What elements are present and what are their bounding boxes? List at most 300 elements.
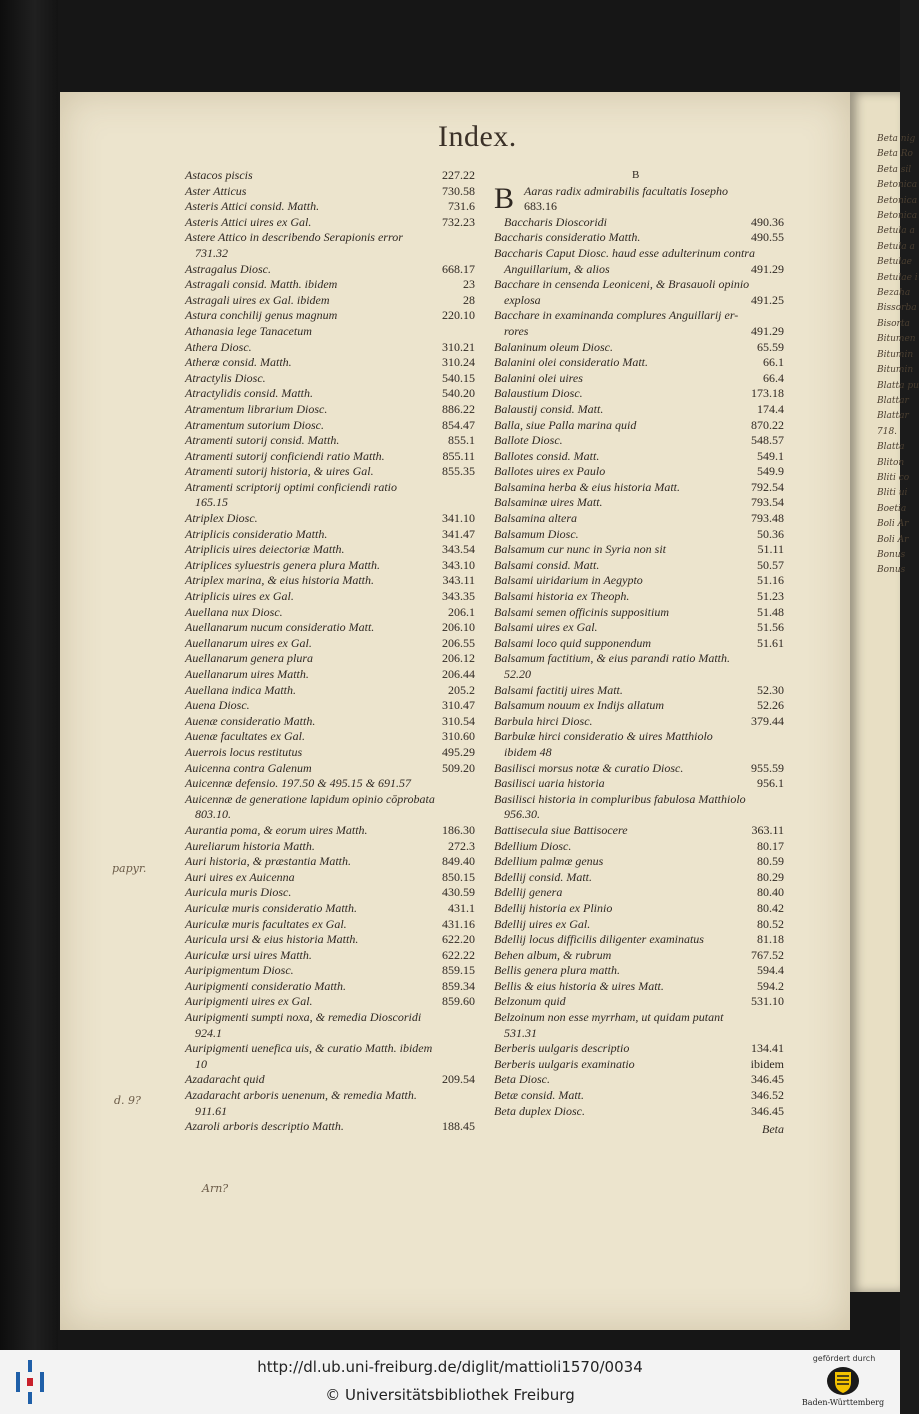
entry-text: Bdellium Diosc. bbox=[494, 838, 572, 853]
entry-text: Auellana indica Matth. bbox=[185, 682, 296, 697]
index-entry bbox=[185, 651, 475, 667]
entry-text: Bdellij genera bbox=[494, 885, 563, 900]
entry-page-ref: 956.1 bbox=[757, 776, 784, 791]
entry-page-ref: 173.18 bbox=[751, 386, 784, 401]
entry-page-ref: 80.42 bbox=[757, 900, 784, 915]
entry-text: Betæ consid. Matt. bbox=[494, 1088, 584, 1103]
index-entry bbox=[185, 839, 475, 855]
entry-page-ref: 431.16 bbox=[442, 916, 475, 931]
next-page-line: Blattar bbox=[877, 395, 909, 406]
entry-page-ref: 50.57 bbox=[757, 557, 784, 572]
index-entry bbox=[185, 511, 475, 527]
entry-text: Auicennæ defensio. 197.50 & 495.15 & 691.57 bbox=[185, 776, 411, 791]
entry-page-ref: 80.17 bbox=[757, 838, 784, 853]
entry-page-ref: 80.52 bbox=[757, 916, 784, 931]
entry-page-ref: 206.1 bbox=[448, 604, 475, 619]
index-entry bbox=[494, 1010, 784, 1026]
entry-page-ref: 870.22 bbox=[751, 417, 784, 432]
entry-text: Balla, siue Palla marina quid bbox=[494, 417, 637, 432]
entry-page-ref: 341.47 bbox=[442, 526, 475, 541]
entry-text: Balsami historia ex Theoph. bbox=[494, 589, 630, 604]
entry-page-ref: 886.22 bbox=[442, 401, 475, 416]
index-entry bbox=[185, 1026, 475, 1042]
entry-text: Baccharis Caput Diosc. haud esse adulterinum contra bbox=[494, 245, 755, 260]
entry-text: Astragali uires ex Gal. ibidem bbox=[185, 292, 330, 307]
entry-text: Atriplicis uires ex Gal. bbox=[185, 589, 294, 604]
entry-text: Balsami consid. Matt. bbox=[494, 557, 600, 572]
entry-text: Baccharis Dioscoridi bbox=[504, 214, 607, 229]
entry-text: Ballotes consid. Matt. bbox=[494, 448, 600, 463]
entry-page-ref: 341.10 bbox=[442, 511, 475, 526]
entry-text: Battisecula siue Battisocere bbox=[494, 822, 628, 837]
index-column-left bbox=[185, 168, 475, 1135]
entry-text: Berberis uulgaris descriptio bbox=[494, 1041, 630, 1056]
entry-page-ref: 792.54 bbox=[751, 479, 784, 494]
next-page-line: Bonus bbox=[877, 549, 906, 560]
index-entry bbox=[185, 402, 475, 418]
entry-text: Berberis uulgaris examinatio bbox=[494, 1056, 635, 1071]
entry-page-ref: 310.54 bbox=[442, 713, 475, 728]
entry-text: Athera Diosc. bbox=[185, 339, 252, 354]
entry-page-ref: 849.40 bbox=[442, 854, 475, 869]
index-entry bbox=[494, 277, 784, 293]
index-entry bbox=[185, 542, 475, 558]
entry-text: Bellis genera plura matth. bbox=[494, 963, 620, 978]
entry-text: 924.1 bbox=[195, 1025, 222, 1040]
index-entry bbox=[494, 823, 784, 839]
entry-text: Ballotes uires ex Paulo bbox=[494, 464, 606, 479]
entry-text: Atheræ consid. Matth. bbox=[185, 355, 292, 370]
entry-page-ref: 310.24 bbox=[442, 355, 475, 370]
index-entry bbox=[494, 262, 784, 278]
index-entry bbox=[185, 308, 475, 324]
index-entry bbox=[494, 215, 784, 231]
entry-text: Aaras radix admirabilis facultatis Iosepho bbox=[524, 183, 728, 198]
index-entry bbox=[185, 1088, 475, 1104]
index-entry bbox=[494, 386, 784, 402]
index-entry bbox=[185, 371, 475, 387]
entry-page-ref: 854.47 bbox=[442, 417, 475, 432]
entry-text: Bacchare in examinanda complures Anguillarij er- bbox=[494, 308, 739, 323]
entry-text: Atramentum sutorium Diosc. bbox=[185, 417, 324, 432]
entry-text: Beta Diosc. bbox=[494, 1072, 550, 1087]
entry-text: Auellanarum genera plura bbox=[185, 651, 313, 666]
entry-page-ref: 622.20 bbox=[442, 932, 475, 947]
index-page bbox=[60, 92, 850, 1330]
entry-text: Atramentum librarium Diosc. bbox=[185, 401, 328, 416]
entry-text: Auriculæ muris consideratio Matth. bbox=[185, 900, 357, 915]
next-page-line: Blatta pu bbox=[877, 380, 919, 391]
index-entry bbox=[494, 230, 784, 246]
index-entry bbox=[185, 823, 475, 839]
next-page-line: Beta sil bbox=[877, 164, 912, 175]
index-entry bbox=[185, 683, 475, 699]
entry-text: Balsami uiridarium in Aegypto bbox=[494, 573, 643, 588]
index-entry bbox=[185, 1119, 475, 1135]
entry-page-ref: 227.22 bbox=[442, 168, 475, 182]
right-rows bbox=[494, 215, 784, 1119]
index-entry bbox=[494, 917, 784, 933]
index-entry bbox=[185, 246, 475, 262]
sponsor-label: gefördert durch bbox=[812, 1354, 876, 1363]
entry-text: Auricula muris Diosc. bbox=[185, 885, 292, 900]
index-entry bbox=[185, 324, 475, 340]
next-page-line: Bliti ui bbox=[877, 488, 908, 499]
next-page-line: Blatta bbox=[877, 442, 905, 453]
section-letter: B bbox=[632, 169, 640, 181]
entry-page-ref: 66.1 bbox=[763, 355, 784, 370]
entry-text: Astacos piscis bbox=[185, 168, 253, 182]
next-page-line: Boli Ar bbox=[877, 519, 909, 530]
index-entry bbox=[185, 589, 475, 605]
index-entry bbox=[494, 480, 784, 496]
index-entry bbox=[185, 355, 475, 371]
entry-text: Balsamina herba & eius historia Matt. bbox=[494, 479, 680, 494]
entry-text: Auricula ursi & eius historia Matth. bbox=[185, 932, 359, 947]
entry-page-ref: 343.11 bbox=[442, 573, 475, 588]
entry-text: Auena Diosc. bbox=[185, 698, 250, 713]
index-entry bbox=[185, 495, 475, 511]
entry-text: Atractylidis consid. Matth. bbox=[185, 386, 313, 401]
index-entry bbox=[494, 651, 784, 667]
index-entry bbox=[494, 605, 784, 621]
entry-text: Athanasia lege Tanacetum bbox=[185, 323, 312, 338]
entry-text: Azaroli arboris descriptio Matth. bbox=[185, 1119, 344, 1134]
entry-text: Aster Atticus bbox=[185, 183, 247, 198]
next-page-line: Betulae bbox=[877, 257, 912, 268]
entry-text: ibidem 48 bbox=[504, 744, 552, 759]
entry-page-ref: 52.30 bbox=[757, 682, 784, 697]
index-entry bbox=[494, 558, 784, 574]
entry-text: Balsamum nouum ex Indijs allatum bbox=[494, 698, 664, 713]
index-entry bbox=[185, 620, 475, 636]
index-entry bbox=[185, 573, 475, 589]
entry-text: Atramenti sutorij consid. Matth. bbox=[185, 433, 340, 448]
entry-page-ref: 174.4 bbox=[757, 401, 784, 416]
index-entry bbox=[494, 371, 784, 387]
entry-text: Balsamum cur nunc in Syria non sit bbox=[494, 542, 666, 557]
index-entry bbox=[494, 464, 784, 480]
index-entry bbox=[494, 714, 784, 730]
index-entry bbox=[494, 729, 784, 745]
entry-page-ref: 531.10 bbox=[751, 994, 784, 1009]
index-entry bbox=[494, 433, 784, 449]
entry-text: Auripigmenti sumpti noxa, & remedia Dioscoridi bbox=[185, 1010, 422, 1025]
index-entry bbox=[494, 1057, 784, 1073]
next-page-line: Bezaha bbox=[877, 288, 911, 299]
index-entry bbox=[185, 901, 475, 917]
entry-text: Asteris Attici uires ex Gal. bbox=[185, 214, 312, 229]
entry-text: Asteris Attici consid. Matth. bbox=[185, 199, 320, 214]
entry-page-ref: 209.54 bbox=[442, 1072, 475, 1087]
index-entry bbox=[494, 1104, 784, 1120]
entry-page-ref: 859.34 bbox=[442, 978, 475, 993]
next-page-line: Beta nig bbox=[877, 134, 916, 144]
entry-page-ref: 540.15 bbox=[442, 370, 475, 385]
entry-page-ref: 955.59 bbox=[751, 760, 784, 775]
index-entry bbox=[185, 948, 475, 964]
next-page-line: Betula a bbox=[877, 241, 915, 252]
index-entry bbox=[494, 418, 784, 434]
entry-page-ref: 859.15 bbox=[442, 963, 475, 978]
entry-page-ref: 28 bbox=[463, 292, 475, 307]
entry-text: Bdellij uires ex Gal. bbox=[494, 916, 591, 931]
index-entry bbox=[185, 714, 475, 730]
index-entry bbox=[494, 340, 784, 356]
entry-text: Auri uires ex Auicenna bbox=[185, 869, 295, 884]
next-page-line: Bitumen bbox=[877, 334, 916, 345]
entry-text: Astragali consid. Matth. ibidem bbox=[185, 277, 338, 292]
entry-text: Atramenti sutorij conficiendi ratio Matth. bbox=[185, 448, 385, 463]
entry-page-ref: 65.59 bbox=[757, 339, 784, 354]
entry-text: Balsamina altera bbox=[494, 511, 577, 526]
index-entry bbox=[185, 1072, 475, 1088]
entry-page-ref: 549.1 bbox=[757, 448, 784, 463]
next-page-line: Beta Ro bbox=[877, 149, 913, 160]
index-entry bbox=[494, 449, 784, 465]
entry-text: 165.15 bbox=[195, 495, 228, 510]
index-entry bbox=[494, 683, 784, 699]
next-page-line: Bitumin bbox=[877, 365, 914, 376]
entry-page-ref: 51.23 bbox=[757, 589, 784, 604]
index-entry bbox=[494, 1072, 784, 1088]
entry-page-ref: 272.3 bbox=[448, 838, 475, 853]
index-entry bbox=[185, 870, 475, 886]
entry-text: Auripigmenti uenefica uis, & curatio Matth. ibidem bbox=[185, 1041, 433, 1056]
index-entry bbox=[185, 558, 475, 574]
index-entry bbox=[494, 698, 784, 714]
index-entry bbox=[494, 994, 784, 1010]
entry-page-ref: 50.36 bbox=[757, 526, 784, 541]
index-entry bbox=[185, 449, 475, 465]
entry-text: Atriplex Diosc. bbox=[185, 511, 258, 526]
entry-page-ref: 206.44 bbox=[442, 667, 475, 681]
index-entry bbox=[494, 324, 784, 340]
entry-page-ref: 490.55 bbox=[751, 230, 784, 245]
entry-page-ref: 80.59 bbox=[757, 854, 784, 869]
margin-note: Arn? bbox=[202, 1182, 229, 1195]
entry-page-ref: 731.6 bbox=[448, 199, 475, 214]
entry-page-ref: 594.2 bbox=[757, 978, 784, 993]
entry-text: 803.10. bbox=[195, 807, 231, 822]
next-page-line: Betonica bbox=[877, 195, 918, 206]
entry-page-ref: 310.47 bbox=[442, 698, 475, 713]
permalink-url[interactable]: http://dl.ub.uni-freiburg.de/diglit/mattioli1570/0034 bbox=[257, 1358, 643, 1376]
entry-text: Auellanarum nucum consideratio Matt. bbox=[185, 620, 375, 635]
index-entry bbox=[185, 293, 475, 309]
index-entry bbox=[185, 215, 475, 231]
entry-page-ref: 206.10 bbox=[442, 620, 475, 635]
entry-text: Belzoinum non esse myrrham, ut quidam putant bbox=[494, 1010, 724, 1025]
entry-text: Balanini olei uires bbox=[494, 370, 583, 385]
entry-page-ref: 491.25 bbox=[751, 292, 784, 307]
entry-text: Azadaracht arboris uenenum, & remedia Matth. bbox=[185, 1088, 417, 1103]
index-entry bbox=[494, 1041, 784, 1057]
entry-page-ref: 855.35 bbox=[442, 464, 475, 479]
index-entry bbox=[494, 542, 784, 558]
entry-page-ref: 793.54 bbox=[751, 495, 784, 510]
index-entry bbox=[185, 636, 475, 652]
entry-page-ref: 430.59 bbox=[442, 885, 475, 900]
index-entry bbox=[185, 807, 475, 823]
entry-page-ref: 205.2 bbox=[448, 682, 475, 697]
entry-text: Atramenti scriptorij optimi conficiendi ratio bbox=[185, 479, 397, 494]
entry-text: explosa bbox=[504, 292, 541, 307]
index-entry bbox=[185, 776, 475, 792]
index-entry bbox=[494, 963, 784, 979]
entry-text: Azadaracht quid bbox=[185, 1072, 265, 1087]
entry-text: Balsami uires ex Gal. bbox=[494, 620, 598, 635]
next-page-line: 718. bbox=[877, 426, 898, 437]
entry-text: Basilisci historia in compluribus fabulosa Matthiolo bbox=[494, 791, 746, 806]
index-entry bbox=[185, 1041, 475, 1057]
next-page-edge bbox=[850, 92, 919, 1292]
entry-page-ref: ibidem bbox=[750, 1056, 784, 1071]
entry-text: Auripigmentum Diosc. bbox=[185, 963, 294, 978]
entry-page-ref: 490.36 bbox=[751, 214, 784, 229]
entry-text: Bacchare in censenda Leoniceni, & Brasauoli opinio bbox=[494, 277, 750, 292]
index-entry bbox=[185, 230, 475, 246]
index-entry bbox=[494, 355, 784, 371]
entry-page-ref: 859.60 bbox=[442, 994, 475, 1009]
entry-text: rores bbox=[504, 323, 529, 338]
index-entry bbox=[185, 199, 475, 215]
entry-text: Balaustium Diosc. bbox=[494, 386, 583, 401]
entry-text: Auriculæ muris facultates ex Gal. bbox=[185, 916, 347, 931]
margin-note: d. 9? bbox=[114, 1094, 141, 1107]
index-entry bbox=[494, 948, 784, 964]
index-entry bbox=[185, 1104, 475, 1120]
entry-text: Astura conchilij genus magnum bbox=[185, 308, 338, 323]
entry-page-ref: 850.15 bbox=[442, 869, 475, 884]
entry-text: Balaustij consid. Matt. bbox=[494, 401, 604, 416]
entry-page-ref: 66.4 bbox=[763, 370, 784, 385]
index-entry-dropcap bbox=[494, 181, 784, 215]
index-entry bbox=[494, 636, 784, 652]
book-cover-edge bbox=[0, 0, 58, 1350]
next-page-line: Boetia bbox=[877, 503, 907, 514]
index-entry bbox=[185, 963, 475, 979]
index-entry bbox=[185, 168, 475, 184]
index-entry bbox=[185, 464, 475, 480]
entry-text: Basilisci uaria historia bbox=[494, 776, 605, 791]
index-entry bbox=[185, 386, 475, 402]
entry-page-ref: 379.44 bbox=[751, 713, 784, 728]
entry-text: Bellis & eius historia & uires Matt. bbox=[494, 978, 664, 993]
entry-page-ref: 343.35 bbox=[442, 589, 475, 604]
copyright-text: © Universitätsbibliothek Freiburg bbox=[325, 1386, 575, 1404]
index-entry bbox=[494, 745, 784, 761]
entry-text: Auri historia, & præstantia Matth. bbox=[185, 854, 352, 869]
entry-page-ref: 346.45 bbox=[751, 1072, 784, 1087]
entry-page-ref: 51.56 bbox=[757, 620, 784, 635]
entry-page-ref: 51.11 bbox=[757, 542, 784, 557]
entry-page-ref: 549.9 bbox=[757, 464, 784, 479]
entry-page-ref: 732.23 bbox=[442, 214, 475, 229]
entry-page-ref: 855.1 bbox=[448, 433, 475, 448]
index-entry bbox=[494, 932, 784, 948]
index-entry bbox=[494, 402, 784, 418]
next-page-line: Blattar bbox=[877, 411, 909, 422]
entry-page-ref: 431.1 bbox=[448, 900, 475, 915]
index-entry bbox=[185, 932, 475, 948]
next-page-line: Betonica bbox=[877, 180, 918, 191]
index-entry bbox=[494, 807, 784, 823]
entry-page-ref: 52.26 bbox=[757, 698, 784, 713]
entry-text: Auripigmenti uires ex Gal. bbox=[185, 994, 313, 1009]
index-entry bbox=[185, 1057, 475, 1073]
entry-text: Aureliarum historia Matth. bbox=[185, 838, 315, 853]
index-entry bbox=[494, 901, 784, 917]
index-entry bbox=[185, 184, 475, 200]
entry-text: Behen album, & rubrum bbox=[494, 947, 612, 962]
entry-page-ref: 134.41 bbox=[751, 1041, 784, 1056]
entry-text: Aurantia poma, & eorum uires Matth. bbox=[185, 822, 368, 837]
entry-text: Bdellij historia ex Plinio bbox=[494, 900, 613, 915]
entry-text: Auellanarum uires Matth. bbox=[185, 667, 309, 681]
index-entry bbox=[185, 340, 475, 356]
entry-page-ref: 186.30 bbox=[442, 822, 475, 837]
index-entry bbox=[185, 917, 475, 933]
entry-text: Atriplices syluestris genera plura Matth. bbox=[185, 557, 380, 572]
index-entry bbox=[185, 277, 475, 293]
entry-page-ref: 793.48 bbox=[751, 511, 784, 526]
sponsor-crest-icon bbox=[826, 1366, 860, 1396]
index-entry bbox=[185, 667, 475, 683]
entry-text: Balaninum oleum Diosc. bbox=[494, 339, 613, 354]
next-page-line: Bliton bbox=[877, 457, 905, 468]
index-entry bbox=[494, 246, 784, 262]
entry-text: Basilisci morsus notæ & curatio Diosc. bbox=[494, 760, 684, 775]
entry-page-ref: 310.21 bbox=[442, 339, 475, 354]
index-entry bbox=[494, 620, 784, 636]
index-entry bbox=[185, 885, 475, 901]
entry-text: Astere Attico in describendo Serapionis error bbox=[185, 230, 403, 245]
entry-page-ref: 206.55 bbox=[442, 635, 475, 650]
entry-page-ref: 220.10 bbox=[442, 308, 475, 323]
entry-page-ref: 767.52 bbox=[751, 947, 784, 962]
entry-text: Astragalus Diosc. bbox=[185, 261, 272, 276]
entry-text: 10 bbox=[195, 1056, 207, 1071]
index-entry bbox=[494, 511, 784, 527]
entry-page-ref: 730.58 bbox=[442, 183, 475, 198]
next-page-line: Bliti co bbox=[877, 472, 910, 483]
index-entry bbox=[185, 418, 475, 434]
next-page-line: Bitumin bbox=[877, 349, 914, 360]
entry-text: Baccharis consideratio Matth. bbox=[494, 230, 641, 245]
index-entry bbox=[494, 527, 784, 543]
entry-page-ref: 491.29 bbox=[751, 261, 784, 276]
entry-page-ref: 80.40 bbox=[757, 885, 784, 900]
index-entry bbox=[185, 792, 475, 808]
entry-page-ref: 81.18 bbox=[757, 932, 784, 947]
next-page-line: Bisorta bbox=[877, 318, 910, 329]
index-entry bbox=[185, 262, 475, 278]
margin-note: papyr. bbox=[112, 862, 147, 875]
next-page-line: Boli Ar bbox=[877, 534, 909, 545]
entry-page-ref: 855.11 bbox=[442, 448, 475, 463]
entry-text: Bdellij consid. Matt. bbox=[494, 869, 592, 884]
entry-text: Auicenna contra Galenum bbox=[185, 760, 312, 775]
index-entry bbox=[185, 761, 475, 777]
entry-text: Anguillarium, & alios bbox=[504, 261, 610, 276]
index-entry bbox=[494, 885, 784, 901]
entry-page-ref: 23 bbox=[463, 277, 475, 292]
entry-text: Auerrois locus restitutus bbox=[185, 744, 303, 759]
next-page-line: Betula a bbox=[877, 226, 915, 237]
next-page-line: Bissorba bbox=[877, 303, 917, 314]
page-title: Index. bbox=[438, 120, 517, 153]
